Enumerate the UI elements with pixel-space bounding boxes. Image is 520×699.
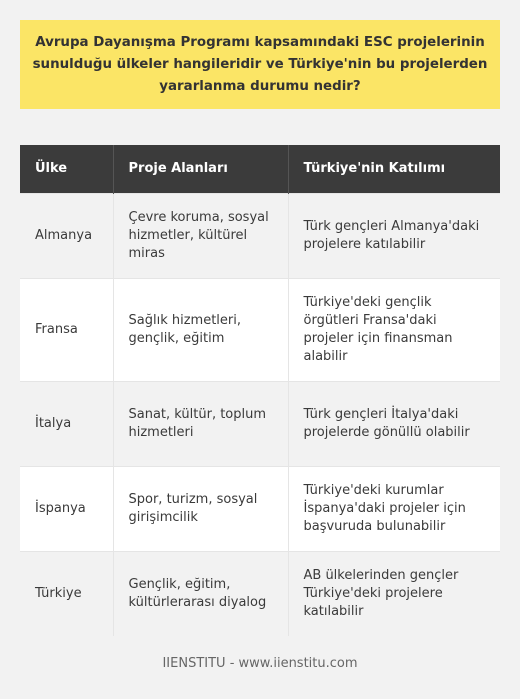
cell-country: İspanya [20, 466, 113, 551]
table-header-row [20, 145, 500, 193]
cell-turkey: Türk gençleri Almanya'daki projelere katılabilir [288, 193, 500, 278]
question-text: Avrupa Dayanışma Programı kapsamındaki ESC projelerinin sunulduğu ülkeler hangileridir ve Türkiye'nin bu projelerden yararlanma durumu nedir? [32, 34, 488, 94]
header-project-areas: Proje Alanları [113, 145, 288, 193]
cell-country: Almanya [20, 193, 113, 278]
header-turkey-participation: Türkiye'nin Katılımı [288, 145, 500, 193]
question-banner [20, 20, 500, 109]
cell-areas: Sağlık hizmetleri, gençlik, eğitim [113, 278, 288, 381]
cell-turkey: Türkiye'deki kurumlar İspanya'daki projeler için başvuruda bulunabilir [288, 466, 500, 551]
esc-countries-table [20, 145, 500, 636]
cell-areas: Sanat, kültür, toplum hizmetleri [113, 381, 288, 466]
cell-country: İtalya [20, 381, 113, 466]
footer-credit: IIENSTITU - www.iienstitu.com [162, 656, 358, 671]
cell-turkey: Türkiye'deki gençlik örgütleri Fransa'daki projeler için finansman alabilir [288, 278, 500, 381]
table-row [20, 466, 500, 551]
cell-country: Türkiye [20, 551, 113, 636]
cell-country: Fransa [20, 278, 113, 381]
header-country: Ülke [20, 145, 113, 193]
cell-areas: Gençlik, eğitim, kültürlerarası diyalog [113, 551, 288, 636]
cell-areas: Çevre koruma, sosyal hizmetler, kültürel miras [113, 193, 288, 278]
table-row [20, 278, 500, 381]
cell-turkey: AB ülkelerinden gençler Türkiye'deki projelere katılabilir [288, 551, 500, 636]
table-row [20, 551, 500, 636]
table-row [20, 381, 500, 466]
cell-turkey: Türk gençleri İtalya'daki projelerde gönüllü olabilir [288, 381, 500, 466]
table-row [20, 193, 500, 278]
cell-areas: Spor, turizm, sosyal girişimcilik [113, 466, 288, 551]
